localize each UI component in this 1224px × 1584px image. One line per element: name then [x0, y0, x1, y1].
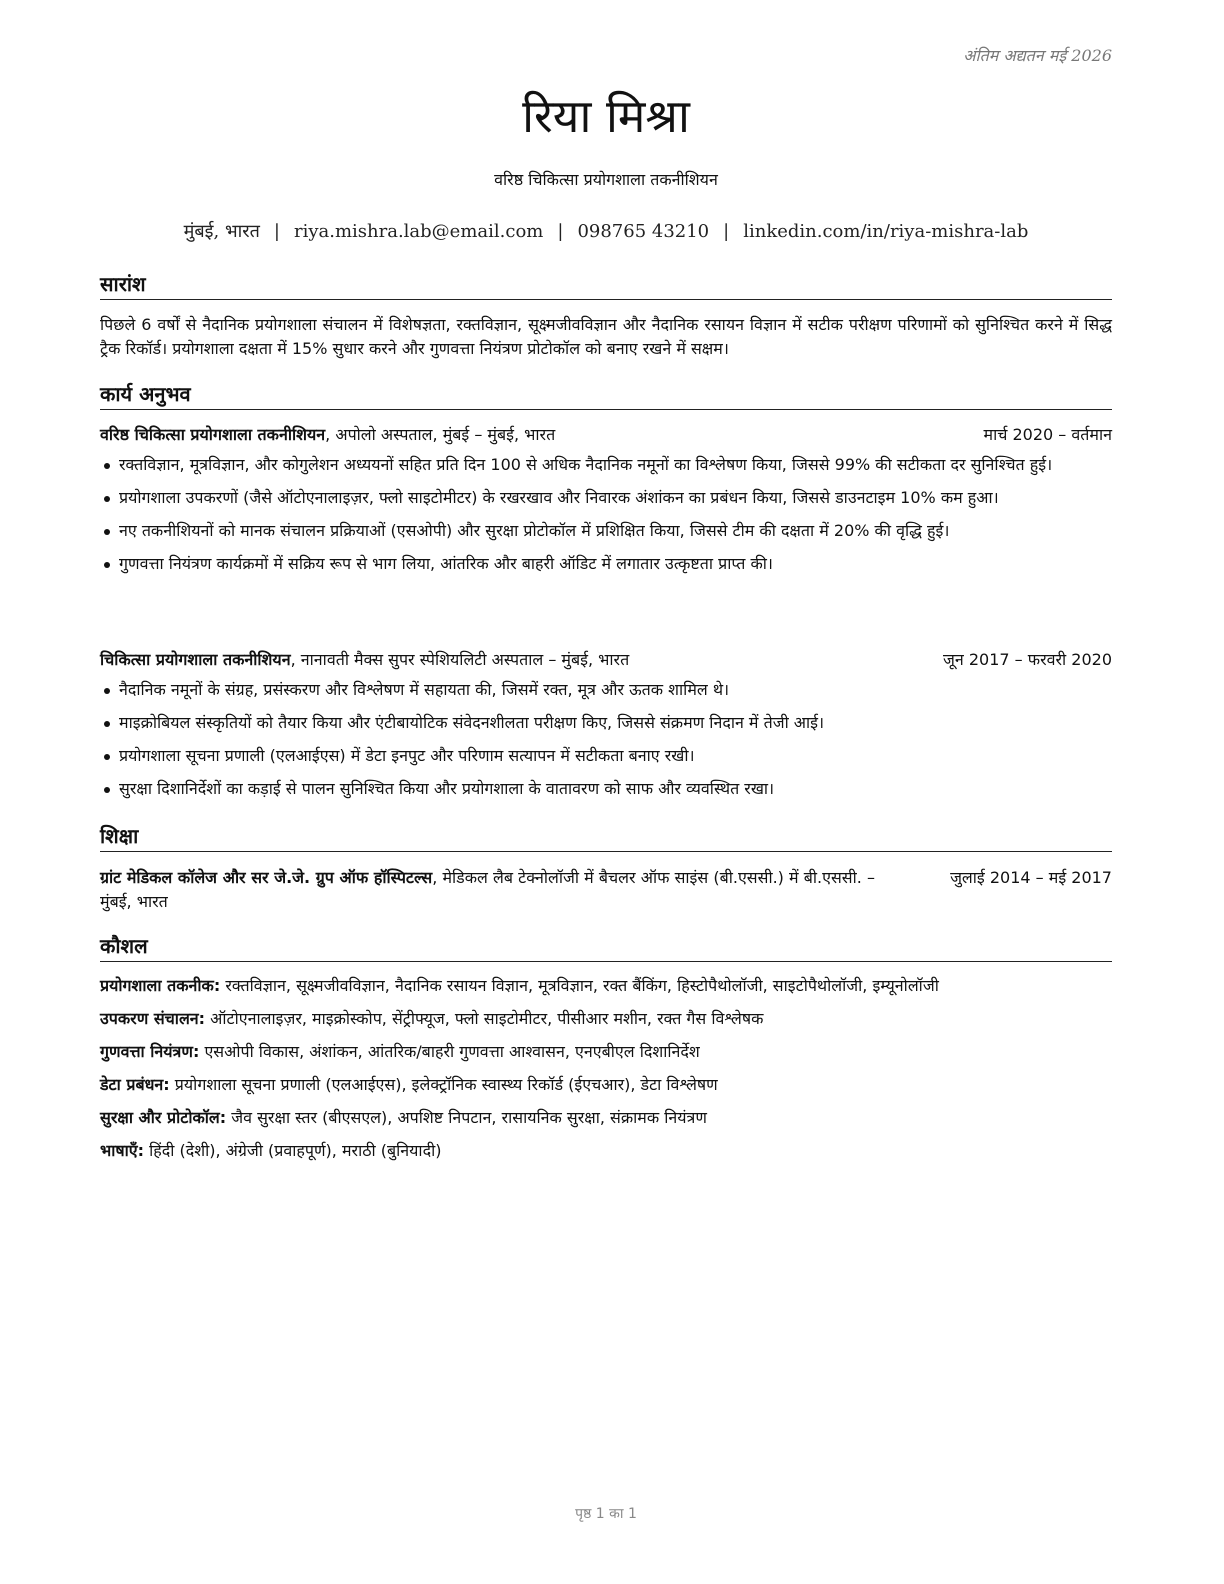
skill-value: ऑटोएनालाइज़र, माइक्रोस्कोप, सेंट्रीफ्यूज, फ्लो साइटोमीटर, पीसीआर मशीन, रक्त गैस विश्लेषक [205, 1009, 764, 1028]
contact-line [100, 219, 1112, 243]
list-item: नए तकनीशियनों को मानक संचालन प्रक्रियाओं (एसओपी) और सुरक्षा प्रोटोकॉल में प्रशिक्षित किया, जिससे टीम की दक्षता में 20% की वृद्धि हुई। [100, 519, 1112, 543]
education-detail: , मेडिकल लैब टेक्नोलॉजी में बैचलर ऑफ साइंस (बी.एससी.) में बी.एससी. – मुंबई, भारत [100, 868, 875, 911]
job-header [100, 423, 1112, 447]
skill-value: हिंदी (देशी), अंग्रेजी (प्रवाहपूर्ण), मराठी (बुनियादी) [144, 1141, 442, 1160]
skill-label: प्रयोगशाला तकनीक: [100, 976, 221, 995]
job-role: चिकित्सा प्रयोगशाला तकनीशियन [100, 650, 291, 669]
list-item: सुरक्षा दिशानिर्देशों का कड़ाई से पालन सुनिश्चित किया और प्रयोगशाला के वातावरण को साफ और व्यवस्थित रखा। [100, 777, 1112, 801]
job-dates: मार्च 2020 – वर्तमान [983, 425, 1112, 444]
skill-row [100, 1073, 1112, 1097]
skill-row [100, 1040, 1112, 1064]
skill-value: जैव सुरक्षा स्तर (बीएसएल), अपशिष्ट निपटान, रासायनिक सुरक्षा, संक्रामक नियंत्रण [226, 1108, 707, 1127]
job-org: , अपोलो अस्पताल, मुंबई – मुंबई, भारत [325, 425, 556, 444]
job-title-line [100, 423, 555, 447]
education-dates: जुलाई 2014 – मई 2017 [950, 868, 1112, 887]
experience-heading: कार्य अनुभव [100, 380, 1112, 410]
summary-text: पिछले 6 वर्षों से नैदानिक प्रयोगशाला संचालन में विशेषज्ञता, रक्तविज्ञान, सूक्ष्मजीवविज्ञान और नैदानिक रसायन विज्ञान में सटीक परीक्षण परिणामों को सुनिश्चित करने में सिद्ध ट्रैक रिकॉर्ड। प्रयोगशाला दक्षता में 15% सुधार करने और गुणवत्ता नियंत्रण प्रोटोकॉल को बनाए रखने में सक्षम। [100, 315, 1112, 358]
resume-page [100, 0, 1112, 1584]
skill-value: एसओपी विकास, अंशांकन, आंतरिक/बाहरी गुणवत्ता आश्वासन, एनएबीएल दिशानिर्देश [199, 1042, 700, 1061]
skills-list [100, 974, 1112, 1172]
skill-label: गुणवत्ता नियंत्रण: [100, 1042, 200, 1061]
job-bullets [100, 678, 1112, 810]
education-text [100, 866, 875, 914]
job-header [100, 648, 1112, 672]
job-dates: जून 2017 – फरवरी 2020 [943, 650, 1112, 669]
education-institution: ग्रांट मेडिकल कॉलेज और सर जे.जे. ग्रुप ऑफ हॉस्पिटल्स [100, 868, 433, 887]
job-bullets [100, 453, 1112, 585]
page-number: पृष्ठ 1 का 1 [575, 1506, 637, 1522]
skill-value: प्रयोगशाला सूचना प्रणाली (एलआईएस), इलेक्ट्रॉनिक स्वास्थ्य रिकॉर्ड (ईएचआर), डेटा विश्लेषण [169, 1075, 718, 1094]
contact-separator: | [723, 221, 730, 242]
skill-row [100, 1139, 1112, 1163]
skill-value: रक्तविज्ञान, सूक्ष्मजीवविज्ञान, नैदानिक रसायन विज्ञान, मूत्रविज्ञान, रक्त बैंकिंग, हिस्टोपैथोलॉजी, साइटोपैथोलॉजी, इम्यूनोलॉजी [220, 976, 939, 995]
contact-separator: | [557, 221, 564, 242]
list-item: नैदानिक नमूनों के संग्रह, प्रसंस्करण और विश्लेषण में सहायता की, जिसमें रक्त, मूत्र और ऊतक शामिल थे। [100, 678, 1112, 702]
list-item: प्रयोगशाला सूचना प्रणाली (एलआईएस) में डेटा इनपुट और परिणाम सत्यापन में सटीकता बनाए रखी। [100, 744, 1112, 768]
contact-location: मुंबई, भारत [183, 221, 260, 242]
contact-linkedin[interactable]: linkedin.com/in/riya-mishra-lab [743, 221, 1029, 242]
skills-heading: कौशल [100, 932, 1112, 962]
list-item: माइक्रोबियल संस्कृतियों को तैयार किया और एंटीबायोटिक संवेदनशीलता परीक्षण किए, जिससे संक्रमण निदान में तेजी आई। [100, 711, 1112, 735]
contact-separator: | [273, 221, 280, 242]
list-item: रक्तविज्ञान, मूत्रविज्ञान, और कोगुलेशन अध्ययनों सहित प्रति दिन 100 से अधिक नैदानिक नमूनों का विश्लेषण किया, जिससे 99% की सटीकता दर सुनिश्चित हुई। [100, 453, 1112, 477]
skill-label: सुरक्षा और प्रोटोकॉल: [100, 1108, 227, 1127]
candidate-title: वरिष्ठ चिकित्सा प्रयोगशाला तकनीशियन [494, 170, 718, 189]
job-org: , नानावती मैक्स सुपर स्पेशियलिटी अस्पताल – मुंबई, भारत [290, 650, 630, 669]
skill-label: भाषाएँ: [100, 1141, 145, 1160]
list-item: गुणवत्ता नियंत्रण कार्यक्रमों में सक्रिय रूप से भाग लिया, आंतरिक और बाहरी ऑडिट में लगातार उत्कृष्टता प्राप्त की। [100, 552, 1112, 576]
skill-label: उपकरण संचालन: [100, 1009, 206, 1028]
education-heading: शिक्षा [100, 822, 1112, 852]
list-item: प्रयोगशाला उपकरणों (जैसे ऑटोएनालाइज़र, फ्लो साइटोमीटर) के रखरखाव और निवारक अंशांकन का प्रबंधन किया, जिससे डाउनटाइम 10% कम हुआ। [100, 486, 1112, 510]
education-entry [100, 866, 1112, 914]
contact-email[interactable]: riya.mishra.lab@email.com [293, 221, 544, 242]
contact-phone: 098765 43210 [577, 221, 710, 242]
job-title-line [100, 648, 629, 672]
candidate-name: रिया मिश्रा [522, 89, 690, 143]
skill-row [100, 1007, 1112, 1031]
skill-row [100, 1106, 1112, 1130]
job-role: वरिष्ठ चिकित्सा प्रयोगशाला तकनीशियन [100, 425, 326, 444]
skill-row [100, 974, 1112, 998]
summary-heading: सारांश [100, 270, 1112, 300]
last-updated: अंतिम अद्यतन मई 2026 [963, 46, 1112, 65]
skill-label: डेटा प्रबंधन: [100, 1075, 170, 1094]
